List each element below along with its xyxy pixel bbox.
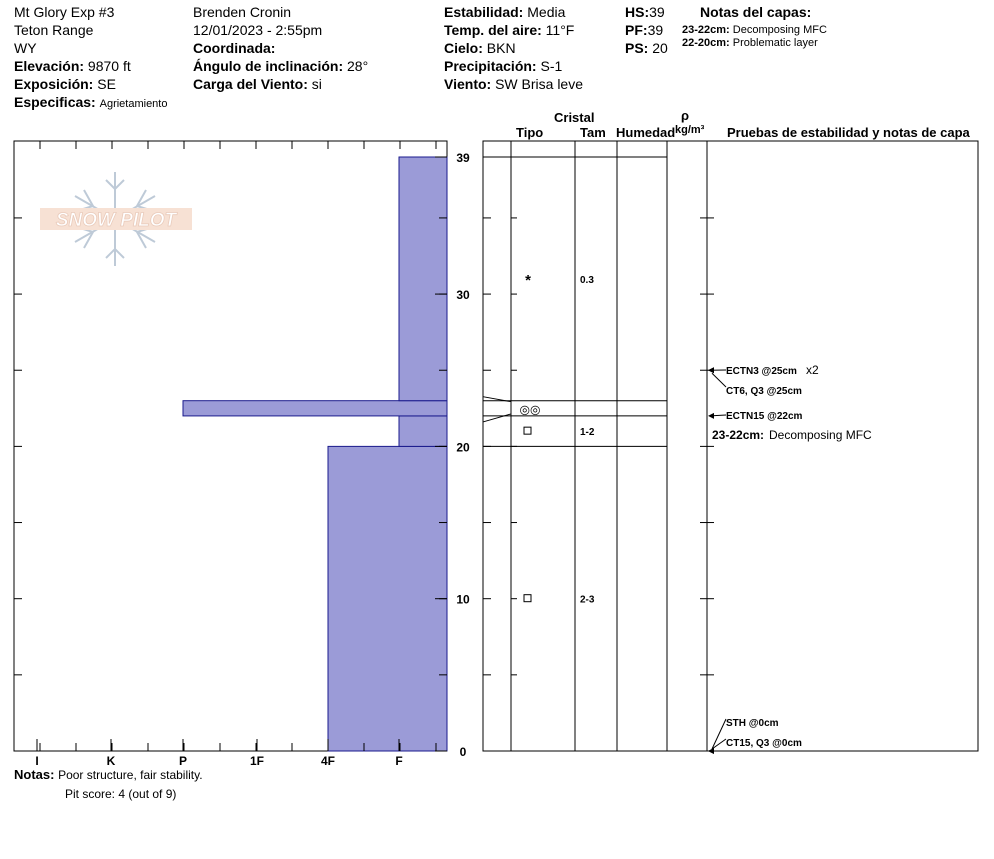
pf-label: PF:	[625, 22, 648, 38]
notes-line-2: Pit score: 4 (out of 9)	[65, 787, 177, 801]
height-tick-label: 30	[456, 288, 470, 303]
state-name: WY	[14, 40, 37, 56]
aspect-value: SE	[97, 76, 116, 92]
specifics-label: Especificas:	[14, 94, 96, 110]
hardness-bars	[183, 157, 447, 751]
layer-note-text: Decomposing MFC	[732, 24, 827, 36]
air-temp-label: Temp. del aire:	[444, 22, 542, 38]
stability-test	[708, 411, 803, 422]
arrow-icon	[708, 748, 714, 754]
arrow-icon	[708, 367, 714, 373]
ps-value: 20	[652, 40, 668, 56]
precip-value: S-1	[540, 58, 563, 74]
stability-test	[708, 363, 819, 377]
stability-value: Media	[527, 4, 566, 20]
test-multiplier: x2	[806, 363, 819, 377]
notes-row	[14, 767, 203, 782]
hardness-bar	[183, 401, 447, 416]
crystal-column	[520, 272, 595, 606]
elevation-value: 9870 ft	[87, 58, 131, 74]
crystal-size: 2-3	[580, 594, 595, 606]
header-rho: ρ	[681, 108, 690, 123]
slope-label: Ángulo de inclinación:	[193, 58, 344, 74]
test-label: CT15, Q3 @0cm	[726, 738, 802, 749]
sky-label: Cielo:	[444, 40, 483, 56]
layer-note-in-table	[712, 428, 872, 442]
wind-load-value: si	[311, 76, 322, 92]
wind-value: SW Brisa leve	[495, 76, 584, 92]
height-tick-label: 39	[456, 151, 470, 165]
layer-note-text: Problematic layer	[732, 37, 818, 49]
notes-label: Notas:	[14, 767, 55, 782]
hardness-tick-label: 1F	[249, 754, 265, 768]
height-tick-label: 0	[459, 745, 467, 759]
logo-text: SNOW PILOT	[55, 210, 177, 231]
header-tipo: Tipo	[516, 125, 544, 140]
sky-value: BKN	[486, 40, 516, 56]
precip-label: Precipitación:	[444, 58, 537, 74]
elevation-label: Elevación:	[14, 58, 85, 74]
hs-value: 39	[649, 4, 665, 20]
crystal-square-icon	[524, 595, 531, 602]
layer-note-range: 23-22cm:	[682, 24, 730, 36]
header-tam: Tam	[580, 125, 606, 140]
crystal-size: 1-2	[580, 427, 595, 439]
layer-note-range: 23-22cm:	[712, 428, 765, 442]
test-label: ECTN3 @25cm	[726, 366, 797, 377]
observation-datetime: 12/01/2023 - 2:55pm	[193, 22, 323, 38]
layer-note-text: Decomposing MFC	[769, 428, 872, 442]
hardness-tick-label: K	[106, 754, 116, 768]
range-name: Teton Range	[14, 22, 94, 38]
hardness-tick-label: F	[395, 754, 403, 768]
crystal-newsnow-icon: *	[525, 271, 531, 289]
header-tests: Pruebas de estabilidad y notas de capa	[727, 125, 970, 140]
wind-label: Viento:	[444, 76, 492, 92]
layer-connector	[483, 414, 511, 422]
arrow-icon	[708, 413, 714, 419]
hardness-bar	[399, 416, 447, 446]
header-density-unit: kg/m³	[675, 124, 705, 136]
test-column-ticks	[511, 218, 714, 751]
stability-tests	[708, 363, 819, 754]
air-temp-value: 11°F	[545, 22, 575, 38]
snowpilot-logo	[40, 172, 192, 266]
test-leader-line	[712, 373, 726, 387]
notes-line-1: Poor structure, fair stability.	[58, 768, 203, 782]
hardness-tick-label: I	[35, 754, 39, 768]
header-humedad: Humedad	[616, 125, 676, 140]
crystal-size: 0.3	[580, 274, 594, 286]
ps-label: PS:	[625, 40, 649, 56]
height-tick-label: 20	[456, 440, 470, 455]
height-tick-label: 10	[456, 592, 470, 607]
pit-name: Mt Glory Exp #3	[14, 4, 115, 20]
observer-name: Brenden Cronin	[193, 4, 292, 20]
test-label: ECTN15 @22cm	[726, 411, 803, 422]
test-label: STH @0cm	[726, 718, 779, 729]
coordinate-label: Coordinada:	[193, 40, 276, 56]
stability-test	[708, 738, 802, 754]
header-cristal: Cristal	[554, 110, 595, 125]
hs-label: HS:	[625, 4, 650, 20]
hardness-tick-label: 4F	[320, 754, 336, 768]
specifics-value: Agrietamiento	[99, 98, 168, 110]
stability-label: Estabilidad:	[444, 4, 524, 20]
wind-load-label: Carga del Viento:	[193, 76, 308, 92]
crystal-square-icon	[524, 427, 531, 434]
layer-notes-title: Notas del capas:	[700, 4, 812, 20]
crystal-melt-form-icon: ◎◎	[519, 402, 541, 417]
layer-note-range: 22-20cm:	[682, 37, 730, 49]
pf-value: 39	[647, 22, 664, 38]
aspect-label: Exposición:	[14, 76, 94, 92]
hardness-tick-label: P	[178, 754, 188, 768]
test-label: CT6, Q3 @25cm	[726, 386, 802, 397]
hardness-bar	[328, 446, 447, 751]
slope-value: 28°	[347, 58, 369, 74]
hardness-bar	[399, 157, 447, 401]
